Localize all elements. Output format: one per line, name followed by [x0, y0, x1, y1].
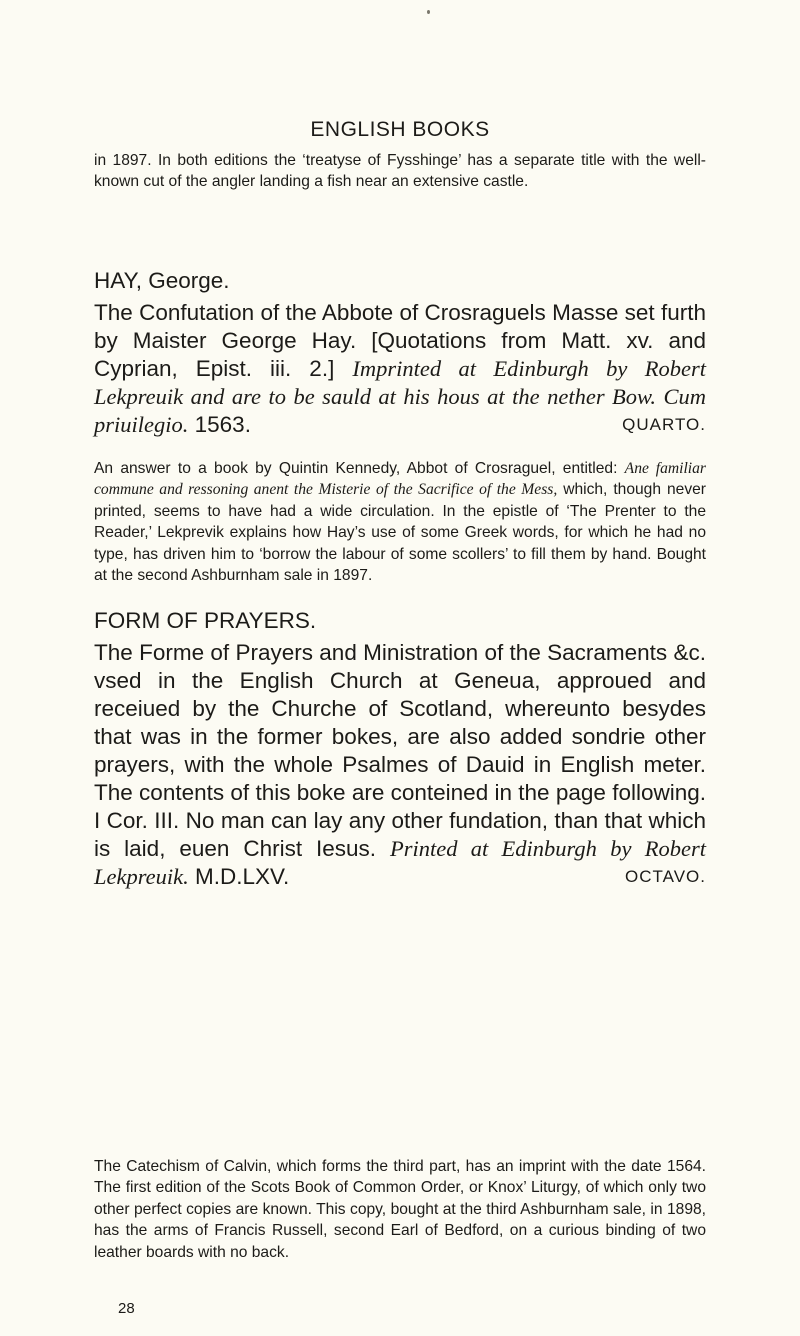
note-text: which, though never printed, seems to have had a wide circulation. In the epistle of ‘The Prenter to the Reader,’ Lekprevik explains how Hay’s use of some Greek words, for which he had no type, has driven him to ‘borrow the labour of some scollers’ to fill them by hand. Bought at the second Ashburnham sale in 1897.: [94, 481, 706, 585]
entry-date: M.D.LXV.: [195, 863, 290, 889]
entry-note-hay: [94, 458, 706, 587]
entry-note-prayers: The Catechism of Calvin, which forms the third part, has an imprint with the date 1564. The first edition of the Scots Book of Common Order, or Knox’ Liturgy, of which only two other perfect copies are known. This copy, bought at the third Ashburnham sale, in 1898, has the arms of Francis Russell, second Earl of Bedford, on a curious binding of two leather boards with no back.: [94, 1157, 706, 1261]
entry-title-hay: [94, 299, 706, 439]
entry-format: OCTAVO.: [625, 866, 706, 886]
note-text: An answer to a book by Quintin Kennedy, Abbot of Crosraguel, entitled:: [94, 459, 618, 477]
running-head: ENGLISH BOOKS: [310, 118, 490, 141]
intro-paragraph: in 1897. In both editions the ‘treatyse of Fysshinge’ has a separate title with the well-known cut of the angler landing a fish near an extensive castle.: [94, 151, 706, 191]
entry-format: QUARTO.: [622, 414, 706, 434]
entry-imprint: Imprinted at Edinburgh by Robert Lekpreuik and are to be sauld at his hous at the nether Bow. Cum priuilegio.: [94, 355, 706, 437]
page-number: 28: [118, 1300, 135, 1317]
entry-title-prayers: [94, 639, 706, 891]
ink-speck: [427, 10, 430, 14]
entry-imprint: Printed at Edinburgh by Robert Lekpreuik.: [94, 835, 706, 889]
note-italic-title: Ane familiar commune and ressoning anent the Misterie of the Sacrifice of the Mess,: [94, 459, 706, 499]
entry-title-text: The Confutation of the Abbote of Crosraguels Masse set furth by Maister George Hay. [Quotations from Matt. xv. and Cyprian, Epist. iii. 2.]: [94, 299, 706, 381]
entry-title-text: The Forme of Prayers and Ministration of the Sacraments &c. vsed in the English Church at Geneua, approued and receiued by the Churche of Scotland, whereunto besydes that was in the former bokes, are also added sondrie other prayers, with the whole Psalmes of Dauid in English meter. The contents of this boke are conteined in the page following. I Cor. III. No man can lay any other fundation, than that which is laid, euen Christ Iesus.: [94, 639, 706, 861]
entry-date: 1563.: [194, 411, 251, 437]
entry-heading-hay: HAY, George.: [94, 268, 230, 293]
entry-heading-prayers: FORM OF PRAYERS.: [94, 608, 317, 633]
